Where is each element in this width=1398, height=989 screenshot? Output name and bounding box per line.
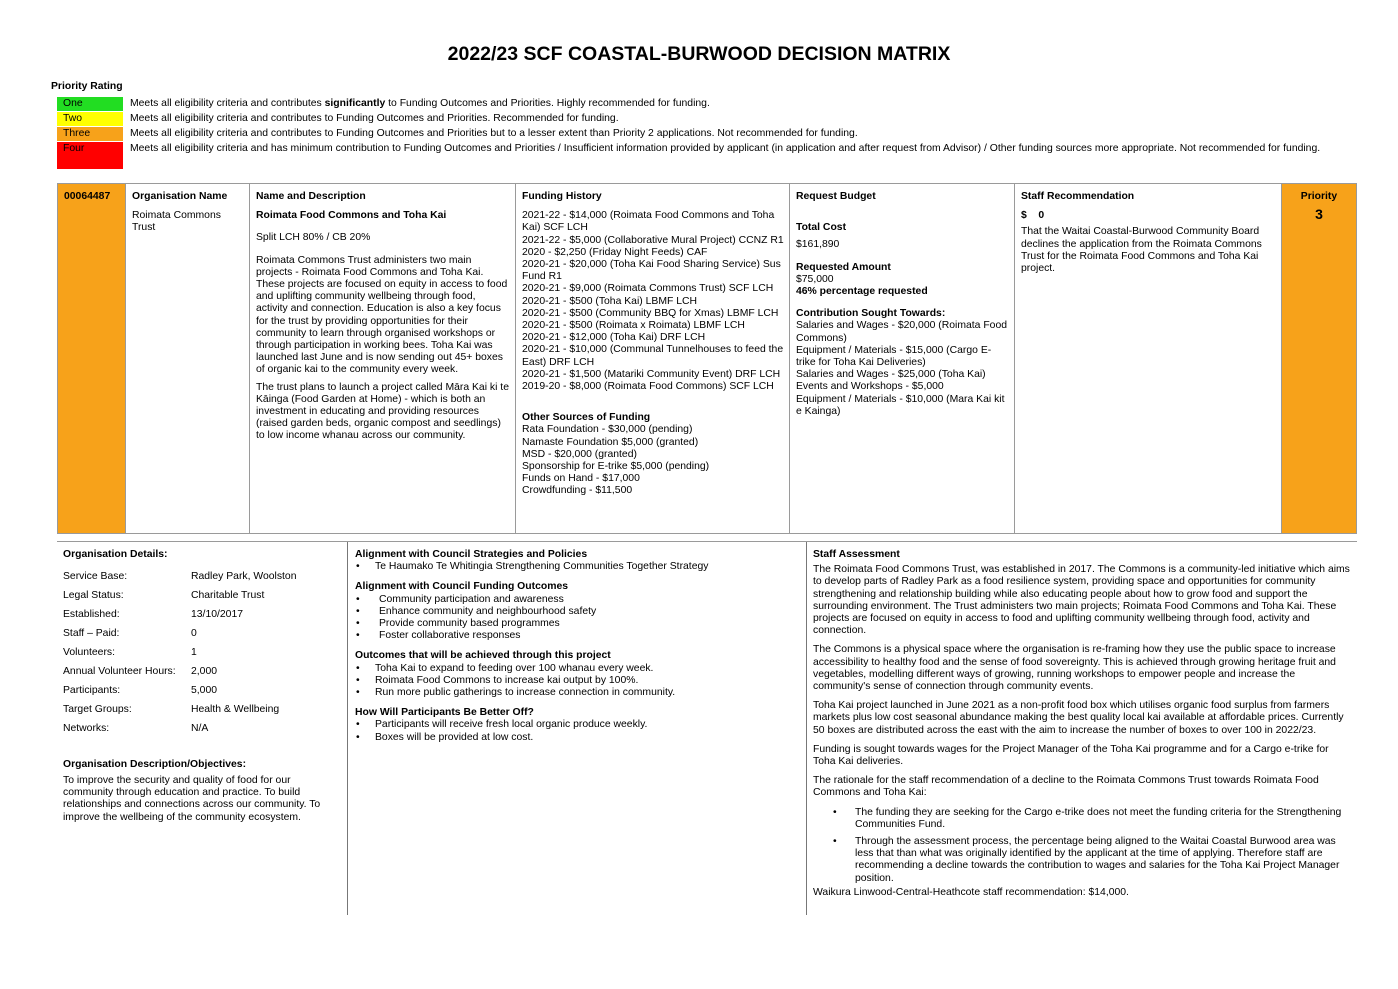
requested-amount-label: Requested Amount xyxy=(796,261,891,273)
priority-description: Meets all eligibility criteria and contributes significantly to Funding Outcomes and Priorities. Highly recommended for funding. xyxy=(130,98,710,109)
staff-recommendation-column xyxy=(1014,184,1282,533)
alignment-section xyxy=(355,549,800,744)
funding-outcomes-header: Alignment with Council Funding Outcomes xyxy=(355,581,568,593)
organisation-name: Roimata Commons Trust xyxy=(132,210,221,234)
detail-value: Radley Park, Woolston xyxy=(191,571,297,582)
other-source-item: Crowdfunding - $11,500 xyxy=(522,485,633,497)
detail-label: Volunteers: xyxy=(63,647,115,658)
funding-history-item: 2021-22 - $14,000 (Roimata Food Commons and Toha Kai) SCF LCH xyxy=(522,210,775,234)
organisation-details-header: Organisation Details: xyxy=(63,549,168,560)
contribution-item: Equipment / Materials - $15,000 (Cargo E-trike for Toha Kai Deliveries) xyxy=(796,344,992,369)
application-id: 00064487 xyxy=(58,184,126,533)
funding-outcome-item: • Community participation and awareness xyxy=(355,594,800,606)
name-description-header: Name and Description xyxy=(256,191,366,202)
priority-swatch: One xyxy=(57,97,123,111)
funding-history-item: 2020-21 - $9,000 (Roimata Commons Trust) SCF LCH xyxy=(522,283,774,295)
other-source-item: Sponsorship for E-trike $5,000 (pending) xyxy=(522,461,710,473)
funding-history-item: 2020-21 - $12,000 (Toha Kai) DRF LCH xyxy=(522,332,706,344)
organisation-column xyxy=(125,184,250,533)
detail-row xyxy=(63,704,132,716)
assessment-bullet: • The funding they are seeking for the Cargo e-trike does not meet the funding criteria for the Strengthening Communities Fund. xyxy=(813,807,1353,831)
project-description-2: The trust plans to launch a project called Māra Kai ki te Kāinga (Food Garden at Home) - which is both an investment in educating and providing resources (raised garden beds, organic compost and seedlings) to low income whanau across our community. xyxy=(256,381,509,442)
contribution-header: Contribution Sought Towards: xyxy=(796,308,946,320)
funding-outcome-item: • Foster collaborative responses xyxy=(355,630,800,642)
contribution-item: Equipment / Materials - $10,000 (Mara Kai kit e Kainga) xyxy=(796,393,1005,417)
project-description: Roimata Commons Trust administers two main projects - Roimata Food Commons and Toha Kai. These projects are focused on equity in access to food and uplifting community wellbeing through food, activity and connection. Education is also a key focus for the trust by providing opportunities for their community to learn through organised workshops or through participation in working bees. Toha Kai was launched last June and is now sending out 45+ boxes of organic kai to the community every week. xyxy=(256,254,508,376)
priority-swatch: Two xyxy=(57,112,123,126)
page-title: 2022/23 SCF COASTAL-BURWOOD DECISION MATRIX xyxy=(447,43,951,65)
detail-label: Service Base: xyxy=(63,571,128,582)
other-source-item: Namaste Foundation $5,000 (granted) xyxy=(522,436,699,448)
percentage-requested: 46% percentage requested xyxy=(796,286,928,298)
detail-label: Established: xyxy=(63,609,120,620)
detail-row xyxy=(63,723,109,735)
priority-description: Meets all eligibility criteria and has minimum contribution to Funding Outcomes and Priorities / Insufficient information provided by applicant (in application and after request from Advisor) / Other funding sources more appropriate. Not recommended for funding. xyxy=(130,143,1321,154)
organisation-header: Organisation Name xyxy=(132,191,228,202)
recommendation-text: That the Waitai Coastal-Burwood Community Board declines the application from the Roimata Commons Trust for the Roimata Food Commons and Toha Kai project. xyxy=(1021,226,1262,275)
funding-history-item: 2020-21 - $20,000 (Toha Kai Food Sharing Service) Sus Fund R1 xyxy=(522,259,781,283)
detail-value: 0 xyxy=(191,628,197,639)
detail-label: Participants: xyxy=(63,685,121,696)
detail-row xyxy=(63,609,120,621)
other-sources-header: Other Sources of Funding xyxy=(522,412,651,424)
other-source-item: MSD - $20,000 (granted) xyxy=(522,448,637,460)
priority-description: Meets all eligibility criteria and contributes to Funding Outcomes and Priorities but to a lesser extent than Priority 2 applications. Not recommended for funding. xyxy=(130,128,858,139)
priority-level-one xyxy=(57,97,1327,111)
funding-split: Split LCH 80% / CB 20% xyxy=(256,232,371,244)
priority-description: Meets all eligibility criteria and contributes to Funding Outcomes and Priorities. Recommended for funding. xyxy=(130,113,619,124)
assessment-paragraph: Funding is sought towards wages for the Project Manager of the Toha Kai programme and for a Cargo e-trike for Toha Kai deliveries. xyxy=(813,743,1329,768)
assessment-paragraph: The rationale for the staff recommendation of a decline to the Roimata Commons Trust towards Roimata Food Commons and Toha Kai: xyxy=(813,775,1319,799)
total-cost-label: Total Cost xyxy=(796,222,847,234)
detail-label: Legal Status: xyxy=(63,590,124,601)
recommended-amount: $ 0 xyxy=(1021,210,1045,222)
total-cost-value: $161,890 xyxy=(796,239,840,251)
detail-row xyxy=(63,590,124,602)
priority-swatch: Four xyxy=(57,142,123,169)
detail-row xyxy=(63,685,120,697)
achieved-outcome-item: • Roimata Food Commons to increase kai output by 100%. xyxy=(355,675,800,687)
funding-history-item: 2020-21 - $500 (Toha Kai) LBMF LCH xyxy=(522,295,697,307)
priority-header: Priority xyxy=(1300,191,1338,202)
detail-row xyxy=(63,647,115,659)
objectives-text: To improve the security and quality of food for our community through education and practice. To build relationships and connections across our community. To improve the wellbeing of the community ecosystem. xyxy=(63,775,321,823)
better-off-item: • Boxes will be provided at low cost. xyxy=(355,732,800,744)
detail-value: 2,000 xyxy=(191,666,218,677)
detail-value: 13/10/2017 xyxy=(191,609,244,620)
requested-amount-value: $75,000 xyxy=(796,273,834,285)
priority-level-three xyxy=(57,127,1327,141)
funding-history-item: 2020-21 - $500 (Roimata x Roimata) LBMF LCH xyxy=(522,320,745,332)
better-off-item: • Participants will receive fresh local organic produce weekly. xyxy=(355,719,800,731)
staff-recommendation-header: Staff Recommendation xyxy=(1021,191,1135,202)
priority-rating-heading: Priority Rating xyxy=(51,81,123,92)
detail-value: 1 xyxy=(191,647,197,658)
priority-swatch: Three xyxy=(57,127,123,141)
assessment-bullet: • Through the assessment process, the percentage being aligned to the Waitai Coastal Burwood area was less that than what was originally identified by the applicant at the time of applying. Therefore staff are recommending a decline towards the contribution to wages and salaries for the Toha Kai Project Manager position. xyxy=(813,836,1353,885)
contribution-item: Events and Workshops - $5,000 xyxy=(796,381,944,393)
funding-outcome-item: • Provide community based programmes xyxy=(355,618,800,630)
priority-level-four xyxy=(57,142,1327,169)
detail-value: Health & Wellbeing xyxy=(191,704,280,715)
contribution-item: Salaries and Wages - $25,000 (Toha Kai) xyxy=(796,369,986,381)
strategy-item: • Te Haumako Te Whitingia Strengthening Communities Together Strategy xyxy=(355,561,800,573)
name-description-column xyxy=(249,184,516,533)
achieved-outcome-item: • Toha Kai to expand to feeding over 100 whanau every week. xyxy=(355,663,800,675)
assessment-paragraph: The Roimata Food Commons Trust, was established in 2017. The Commons is a community-led initiative which aims to develop parts of Radley Park as a food resilience system, providing space and opportunities for community strengthening and relationship building while also educating people about how to grow food and support the surrounding environment. The Trust administers two main projects; Roimata Food Commons and Toha Kai. These projects are focused on equity in access to food and uplifting community wellbeing through food, activity and connection. xyxy=(813,564,1350,637)
priority-column xyxy=(1281,184,1356,533)
section-divider xyxy=(57,541,1357,542)
other-source-item: Rata Foundation - $30,000 (pending) xyxy=(522,424,693,436)
funding-history-header: Funding History xyxy=(522,191,602,202)
funding-outcome-item: • Enhance community and neighbourhood safety xyxy=(355,606,800,618)
request-budget-column xyxy=(789,184,1015,533)
request-budget-header: Request Budget xyxy=(796,191,876,202)
detail-label: Target Groups: xyxy=(63,704,132,715)
column-divider xyxy=(806,542,807,915)
column-divider xyxy=(347,542,348,915)
funding-history-item: 2020-21 - $10,000 (Communal Tunnelhouses to feed the East) DRF LCH xyxy=(522,344,784,368)
staff-assessment-section xyxy=(813,549,1353,899)
priority-level-two xyxy=(57,112,1327,126)
achieved-outcome-item: • Run more public gatherings to increase connection in community. xyxy=(355,687,800,699)
achieved-outcomes-header: Outcomes that will be achieved through this project xyxy=(355,650,611,662)
funding-history-item: 2020-21 - $1,500 (Matariki Community Event) DRF LCH xyxy=(522,368,781,380)
funding-history-item: 2021-22 - $5,000 (Collaborative Mural Project) CCNZ R1 xyxy=(522,234,784,246)
detail-label: Staff – Paid: xyxy=(63,628,120,639)
application-table xyxy=(57,183,1357,534)
project-name: Roimata Food Commons and Toha Kai xyxy=(256,210,447,222)
other-source-item: Funds on Hand - $17,000 xyxy=(522,473,640,485)
funding-history-item: 2020 - $2,250 (Friday Night Feeds) CAF xyxy=(522,246,708,258)
priority-value: 3 xyxy=(1315,206,1323,223)
detail-row xyxy=(63,571,127,583)
funding-history-item: 2020-21 - $500 (Community BBQ for Xmas) LBMF LCH xyxy=(522,307,779,319)
detail-row xyxy=(63,628,119,640)
objectives-header: Organisation Description/Objectives: xyxy=(63,759,247,770)
funding-history-item: 2019-20 - $8,000 (Roimata Food Commons) SCF LCH xyxy=(522,381,774,393)
assessment-paragraph: The Commons is a physical space where the organisation is re-framing how they use the public space to increase accessibility to healthy food and the sense of food sovereignty. This is achieved through growing heritage fruit and vegetables, modelling different ways of growing, running workshops to empower people and increase the community's sense of connection through community events. xyxy=(813,644,1336,693)
detail-label: Annual Volunteer Hours: xyxy=(63,666,176,677)
assessment-footer: Waikura Linwood-Central-Heathcote staff recommendation: $14,000. xyxy=(813,886,1129,898)
detail-value: 5,000 xyxy=(191,685,218,696)
detail-row xyxy=(63,666,176,678)
strategies-header: Alignment with Council Strategies and Policies xyxy=(355,549,588,560)
better-off-header: How Will Participants Be Better Off? xyxy=(355,707,534,719)
assessment-paragraph: Toha Kai project launched in June 2021 as a non-profit food box which utilises organic food surplus from farmers markets plus low cost seasonal abundance making the best quality local kai available at affordable prices. Currently 50 boxes are distributed across the east with the aim to increase the number of boxes to over 100 in 2022/23. xyxy=(813,700,1344,736)
staff-assessment-header: Staff Assessment xyxy=(813,549,900,560)
detail-value: N/A xyxy=(191,723,209,734)
detail-value: Charitable Trust xyxy=(191,590,265,601)
funding-history-column xyxy=(515,184,790,533)
detail-label: Networks: xyxy=(63,723,110,734)
contribution-item: Salaries and Wages - $20,000 (Roimata Food Commons) xyxy=(796,320,1008,344)
